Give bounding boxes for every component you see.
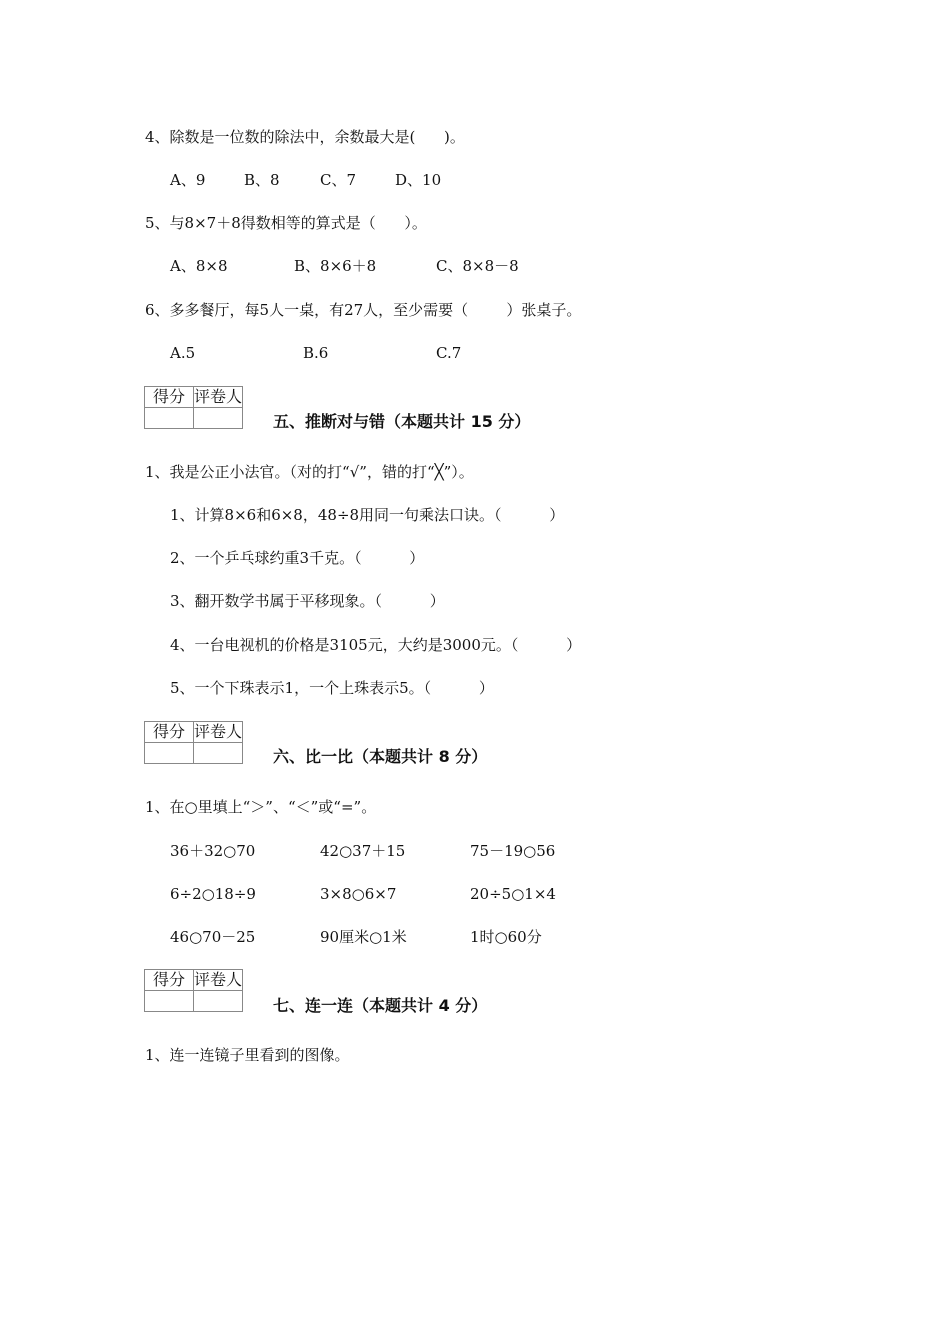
question-4-stem: 4、除数是一位数的除法中，余数最大是( )。 [145,128,465,146]
score-label: 得分 [145,970,194,991]
compare-item: 36＋32○70 [170,842,256,860]
question-5-option-b: B、8×6＋8 [294,257,377,275]
score-box-section-5 [144,386,243,429]
question-6-option-b: B.6 [303,344,329,362]
question-6-option-c: C.7 [436,344,462,362]
section-5-item-3: 3、翻开数学书属于平移现象。（ ） [170,592,445,610]
question-6-option-a: A.5 [170,344,196,362]
section-5-item-4: 4、一台电视机的价格是3105元，大约是3000元。（ ） [170,636,582,654]
section-6-title: 六、比一比（本题共计 8 分） [273,747,488,766]
section-7-intro: 1、连一连镜子里看到的图像。 [145,1046,350,1064]
score-box-section-7 [144,969,243,1012]
compare-item: 1时○60分 [470,928,542,946]
section-7-title: 七、连一连（本题共计 4 分） [273,996,488,1015]
section-5-item-1: 1、计算8×6和6×8，48÷8用同一句乘法口诀。（ ） [170,506,565,524]
compare-item: 46○70－25 [170,928,256,946]
question-5-stem: 5、与8×7＋8得数相等的算式是（ ）。 [145,214,427,232]
reviewer-cell[interactable] [194,408,243,429]
reviewer-cell[interactable] [194,743,243,764]
reviewer-label: 评卷人 [194,970,243,989]
question-4-option-c: C、7 [320,171,357,189]
question-5-option-a: A、8×8 [170,257,228,275]
question-5-option-c: C、8×8－8 [436,257,519,275]
section-5-item-5: 5、一个下珠表示1，一个上珠表示5。（ ） [170,679,494,697]
reviewer-label: 评卷人 [194,722,243,741]
score-label: 得分 [145,387,194,408]
question-4-option-a: A、9 [170,171,206,189]
section-5-intro: 1、我是公正小法官。（对的打“√”，错的打“╳”）。 [145,463,474,481]
section-6-intro: 1、在○里填上“＞”、“＜”或“=”。 [145,798,377,816]
compare-item: 42○37＋15 [320,842,406,860]
score-box-section-6 [144,721,243,764]
compare-item: 90厘米○1米 [320,928,407,946]
compare-item: 20÷5○1×4 [470,885,556,903]
question-4-option-d: D、10 [395,171,442,189]
section-5-title: 五、推断对与错（本题共计 15 分） [273,412,531,431]
reviewer-label: 评卷人 [194,387,243,406]
question-6-stem: 6、多多餐厅，每5人一桌，有27人，至少需要（ ）张桌子。 [145,301,582,319]
compare-item: 75－19○56 [470,842,556,860]
score-cell[interactable] [145,408,194,429]
score-cell[interactable] [145,991,194,1012]
compare-item: 3×8○6×7 [320,885,397,903]
score-label: 得分 [145,722,194,743]
compare-item: 6÷2○18÷9 [170,885,256,903]
reviewer-cell[interactable] [194,991,243,1012]
section-5-item-2: 2、一个乒乓球约重3千克。（ ） [170,549,425,567]
question-4-option-b: B、8 [244,171,280,189]
score-cell[interactable] [145,743,194,764]
